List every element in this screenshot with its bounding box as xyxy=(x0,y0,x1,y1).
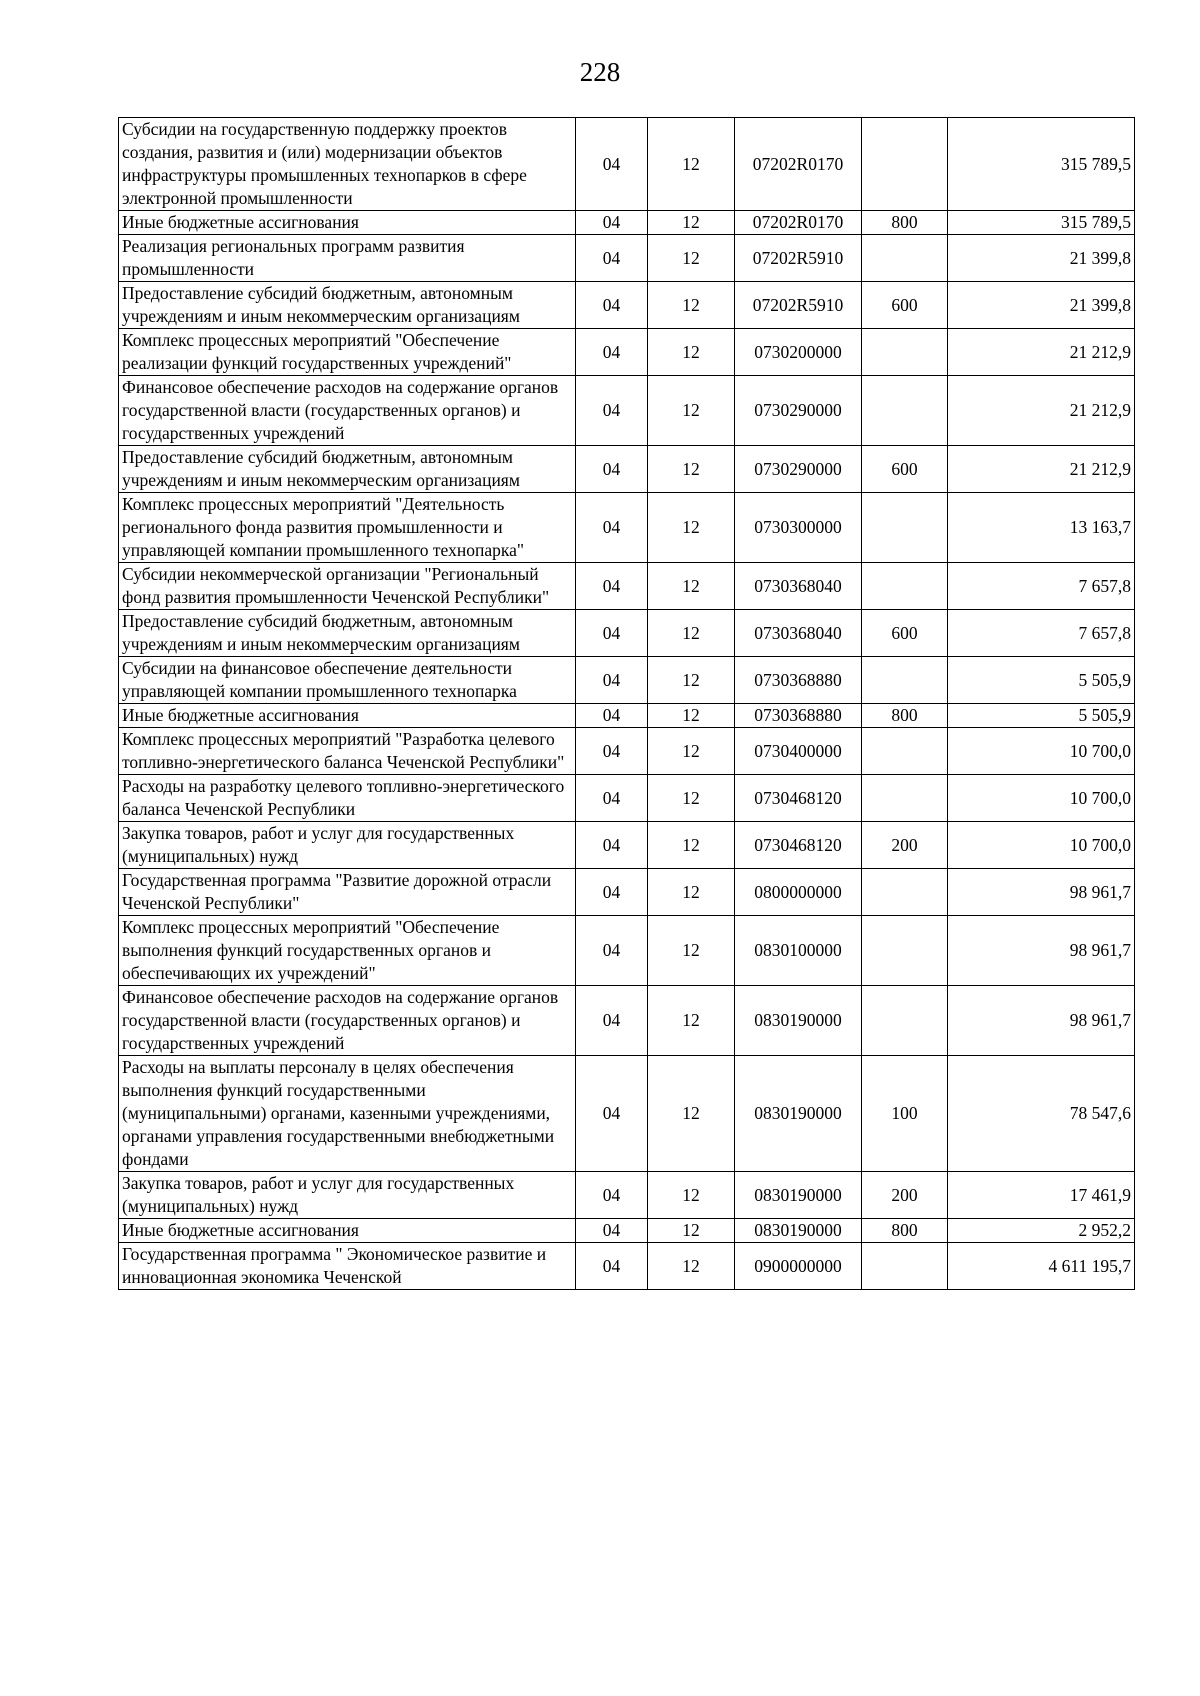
cell-target-article: 0900000000 xyxy=(735,1243,862,1290)
table-row xyxy=(119,376,1135,446)
table-row xyxy=(119,775,1135,822)
cell-target-article: 07202R5910 xyxy=(735,235,862,282)
cell-section: 04 xyxy=(576,869,648,916)
cell-amount: 21 399,8 xyxy=(948,235,1135,282)
cell-amount: 10 700,0 xyxy=(948,822,1135,869)
cell-subsection: 12 xyxy=(648,1219,735,1243)
cell-subsection: 12 xyxy=(648,282,735,329)
cell-name: Субсидии на финансовое обеспечение деятельности управляющей компании промышленного технопарка xyxy=(119,657,576,704)
cell-name xyxy=(119,1243,576,1290)
page-number: 228 xyxy=(579,57,621,87)
cell-target-article: 0730200000 xyxy=(735,329,862,376)
cell-subsection: 12 xyxy=(648,376,735,446)
cell-name: Иные бюджетные ассигнования xyxy=(119,1219,576,1243)
cell-section: 04 xyxy=(576,563,648,610)
table-row xyxy=(119,211,1135,235)
table-row xyxy=(119,1172,1135,1219)
cell-target-article: 07202R5910 xyxy=(735,282,862,329)
cell-target-article: 0730368040 xyxy=(735,563,862,610)
cell-subsection: 12 xyxy=(648,986,735,1056)
table-row xyxy=(119,282,1135,329)
cell-subsection: 12 xyxy=(648,822,735,869)
table-row xyxy=(119,822,1135,869)
cell-expense-type xyxy=(862,493,948,563)
cell-amount: 21 212,9 xyxy=(948,446,1135,493)
cell-section: 04 xyxy=(576,610,648,657)
table-row xyxy=(119,446,1135,493)
cell-amount: 98 961,7 xyxy=(948,916,1135,986)
table-row xyxy=(119,1056,1135,1172)
cell-expense-type: 200 xyxy=(862,1172,948,1219)
cell-expense-type xyxy=(862,916,948,986)
cell-expense-type: 800 xyxy=(862,704,948,728)
cell-expense-type xyxy=(862,1243,948,1290)
cell-target-article: 0830190000 xyxy=(735,1219,862,1243)
table-row xyxy=(119,1219,1135,1243)
table-row xyxy=(119,869,1135,916)
cell-section: 04 xyxy=(576,1219,648,1243)
cell-subsection: 12 xyxy=(648,916,735,986)
cell-amount: 10 700,0 xyxy=(948,728,1135,775)
table-row xyxy=(119,704,1135,728)
cell-subsection: 12 xyxy=(648,610,735,657)
cell-subsection: 12 xyxy=(648,211,735,235)
cell-section: 04 xyxy=(576,211,648,235)
cell-section: 04 xyxy=(576,916,648,986)
cell-expense-type xyxy=(862,657,948,704)
cell-target-article: 0730290000 xyxy=(735,446,862,493)
cell-target-article: 0730368880 xyxy=(735,657,862,704)
cell-section: 04 xyxy=(576,1056,648,1172)
cell-expense-type: 800 xyxy=(862,1219,948,1243)
cell-name: Предоставление субсидий бюджетным, автономным учреждениям и иным некоммерческим организациям xyxy=(119,610,576,657)
cell-amount: 21 399,8 xyxy=(948,282,1135,329)
cell-section: 04 xyxy=(576,657,648,704)
table-row xyxy=(119,118,1135,211)
cell-amount: 7 657,8 xyxy=(948,610,1135,657)
cell-name: Предоставление субсидий бюджетным, автономным учреждениям и иным некоммерческим организациям xyxy=(119,282,576,329)
cell-section: 04 xyxy=(576,775,648,822)
cell-amount: 315 789,5 xyxy=(948,211,1135,235)
table-row xyxy=(119,329,1135,376)
cell-section: 04 xyxy=(576,493,648,563)
cell-name: Реализация региональных программ развития промышленности xyxy=(119,235,576,282)
cell-section: 04 xyxy=(576,822,648,869)
cell-name: Государственная программа "Развитие дорожной отрасли Чеченской Республики" xyxy=(119,869,576,916)
cell-expense-type xyxy=(862,869,948,916)
cell-name: Комплекс процессных мероприятий "Разработка целевого топливно-энергетического баланса Чеченской Республики" xyxy=(119,728,576,775)
cell-name: Расходы на разработку целевого топливно-энергетического баланса Чеченской Республики xyxy=(119,775,576,822)
cell-expense-type: 600 xyxy=(862,446,948,493)
cell-amount: 21 212,9 xyxy=(948,329,1135,376)
cell-amount: 21 212,9 xyxy=(948,376,1135,446)
cell-section: 04 xyxy=(576,1172,648,1219)
cell-expense-type xyxy=(862,118,948,211)
cell-name: Закупка товаров, работ и услуг для государственных (муниципальных) нужд xyxy=(119,1172,576,1219)
cell-subsection: 12 xyxy=(648,329,735,376)
cell-expense-type xyxy=(862,728,948,775)
cell-expense-type: 200 xyxy=(862,822,948,869)
cell-target-article: 07202R0170 xyxy=(735,118,862,211)
cell-subsection: 12 xyxy=(648,1172,735,1219)
cell-expense-type: 600 xyxy=(862,282,948,329)
cell-name: Субсидии некоммерческой организации "Региональный фонд развития промышленности Чеченской Республики" xyxy=(119,563,576,610)
cell-name: Предоставление субсидий бюджетным, автономным учреждениям и иным некоммерческим организациям xyxy=(119,446,576,493)
cell-expense-type xyxy=(862,563,948,610)
cell-subsection: 12 xyxy=(648,869,735,916)
cell-target-article: 0830190000 xyxy=(735,1172,862,1219)
cell-amount: 78 547,6 xyxy=(948,1056,1135,1172)
cell-name: Комплекс процессных мероприятий "Обеспечение реализации функций государственных учреждений" xyxy=(119,329,576,376)
table-row xyxy=(119,1243,1135,1290)
cell-amount: 315 789,5 xyxy=(948,118,1135,211)
cell-section: 04 xyxy=(576,446,648,493)
table-row xyxy=(119,916,1135,986)
cell-expense-type: 100 xyxy=(862,1056,948,1172)
cell-subsection: 12 xyxy=(648,493,735,563)
cell-target-article: 07202R0170 xyxy=(735,211,862,235)
cell-target-article: 0730290000 xyxy=(735,376,862,446)
cell-target-article: 0830100000 xyxy=(735,916,862,986)
cell-target-article: 0730300000 xyxy=(735,493,862,563)
cell-amount: 17 461,9 xyxy=(948,1172,1135,1219)
cell-expense-type: 800 xyxy=(862,211,948,235)
cell-amount: 5 505,9 xyxy=(948,704,1135,728)
cell-expense-type xyxy=(862,235,948,282)
table-row xyxy=(119,728,1135,775)
cell-subsection: 12 xyxy=(648,1056,735,1172)
cell-expense-type xyxy=(862,376,948,446)
cell-expense-type xyxy=(862,329,948,376)
cell-expense-type xyxy=(862,775,948,822)
cell-subsection: 12 xyxy=(648,118,735,211)
cell-name: Закупка товаров, работ и услуг для государственных (муниципальных) нужд xyxy=(119,822,576,869)
cell-subsection: 12 xyxy=(648,728,735,775)
cell-amount: 5 505,9 xyxy=(948,657,1135,704)
cell-target-article: 0800000000 xyxy=(735,869,862,916)
table-row xyxy=(119,563,1135,610)
cell-name-text: Государственная программа " Экономическое развитие и инновационная экономика Чеченской xyxy=(122,1244,547,1287)
table-row xyxy=(119,657,1135,704)
cell-section: 04 xyxy=(576,986,648,1056)
cell-expense-type: 600 xyxy=(862,610,948,657)
cell-name: Иные бюджетные ассигнования xyxy=(119,211,576,235)
budget-table xyxy=(118,117,1135,1290)
cell-target-article: 0830190000 xyxy=(735,986,862,1056)
table-row xyxy=(119,493,1135,563)
cell-name: Комплекс процессных мероприятий "Обеспечение выполнения функций государственных органов и обеспечивающих их учреждений" xyxy=(119,916,576,986)
cell-section: 04 xyxy=(576,118,648,211)
cell-subsection: 12 xyxy=(648,657,735,704)
cell-section: 04 xyxy=(576,1243,648,1290)
cell-subsection: 12 xyxy=(648,704,735,728)
cell-subsection: 12 xyxy=(648,563,735,610)
cell-target-article: 0730368040 xyxy=(735,610,862,657)
cell-amount: 4 611 195,7 xyxy=(948,1243,1135,1290)
cell-name: Комплекс процессных мероприятий "Деятельность регионального фонда развития промышленности и управляющей компании промышленного технопарка" xyxy=(119,493,576,563)
cell-subsection: 12 xyxy=(648,446,735,493)
cell-amount: 98 961,7 xyxy=(948,986,1135,1056)
cell-name: Субсидии на государственную поддержку проектов создания, развития и (или) модернизации объектов инфраструктуры промышленных технопарков в сфере электронной промышленности xyxy=(119,118,576,211)
table-row xyxy=(119,986,1135,1056)
cell-section: 04 xyxy=(576,235,648,282)
table-row xyxy=(119,235,1135,282)
cell-expense-type xyxy=(862,986,948,1056)
cell-amount: 98 961,7 xyxy=(948,869,1135,916)
cell-name: Расходы на выплаты персоналу в целях обеспечения выполнения функций государственными (муниципальными) органами, казенными учреждениями, органами управления государственными внебюджетными фондами xyxy=(119,1056,576,1172)
table-row xyxy=(119,610,1135,657)
cell-amount: 2 952,2 xyxy=(948,1219,1135,1243)
cell-section: 04 xyxy=(576,704,648,728)
cell-section: 04 xyxy=(576,329,648,376)
cell-section: 04 xyxy=(576,728,648,775)
cell-section: 04 xyxy=(576,282,648,329)
cell-section: 04 xyxy=(576,376,648,446)
cell-amount: 7 657,8 xyxy=(948,563,1135,610)
cell-subsection: 12 xyxy=(648,235,735,282)
cell-subsection: 12 xyxy=(648,775,735,822)
cell-target-article: 0730468120 xyxy=(735,822,862,869)
cell-name: Финансовое обеспечение расходов на содержание органов государственной власти (государственных органов) и государственных учреждений xyxy=(119,376,576,446)
cell-amount: 10 700,0 xyxy=(948,775,1135,822)
cell-subsection: 12 xyxy=(648,1243,735,1290)
cell-amount: 13 163,7 xyxy=(948,493,1135,563)
cell-target-article: 0730368880 xyxy=(735,704,862,728)
cell-name: Финансовое обеспечение расходов на содержание органов государственной власти (государственных органов) и государственных учреждений xyxy=(119,986,576,1056)
cell-target-article: 0730400000 xyxy=(735,728,862,775)
cell-name: Иные бюджетные ассигнования xyxy=(119,704,576,728)
cell-target-article: 0730468120 xyxy=(735,775,862,822)
cell-target-article: 0830190000 xyxy=(735,1056,862,1172)
